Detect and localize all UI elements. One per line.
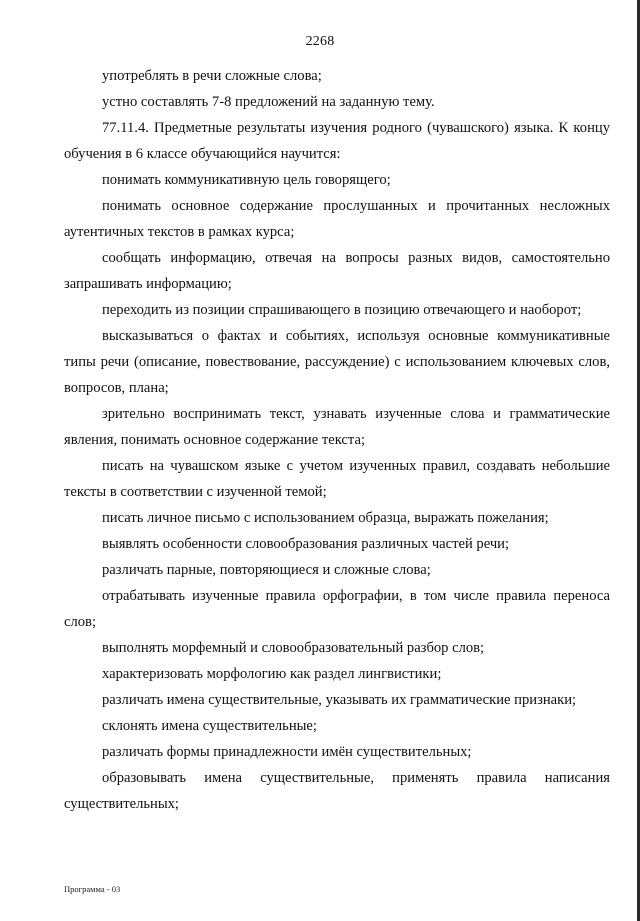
- paragraph: характеризовать морфологию как раздел лингвистики;: [102, 666, 442, 682]
- paragraph: понимать коммуникативную цель говорящего;: [102, 172, 391, 188]
- paragraph: зрительно воспринимать текст, узнавать изученные слова и грамматические явления, понимать основное содержание текста;: [64, 406, 610, 448]
- paragraph: употреблять в речи сложные слова;: [102, 68, 322, 84]
- paragraph: выявлять особенности словообразования различных частей речи;: [102, 536, 510, 552]
- paragraph: отрабатывать изученные правила орфографии, в том числе правила переноса слов;: [64, 588, 610, 630]
- paragraph: писать на чувашском языке с учетом изученных правил, создавать небольшие тексты в соответствии с изученной темой;: [64, 458, 610, 500]
- paragraph: различать формы принадлежности имён существительных;: [102, 744, 472, 760]
- paragraph: различать парные, повторяющиеся и сложные слова;: [102, 562, 431, 578]
- page-number: 2268: [305, 34, 335, 49]
- paragraph: понимать основное содержание прослушанных и прочитанных несложных аутентичных текстов в рамках курса;: [64, 198, 610, 240]
- paragraph: высказываться о фактах и событиях, используя основные коммуникативные типы речи (описание, повествование, рассуждение) с использованием ключевых слов, вопросов, плана;: [64, 328, 610, 396]
- paragraph: писать личное письмо с использованием образца, выражать пожелания;: [102, 510, 549, 526]
- body-text: [64, 63, 610, 817]
- paragraph: устно составлять 7-8 предложений на заданную тему.: [102, 94, 435, 110]
- footer-label: Программа - 03: [64, 884, 121, 894]
- paragraph: переходить из позиции спрашивающего в позицию отвечающего и наоборот;: [102, 302, 582, 318]
- paragraph: образовывать имена существительные, применять правила написания существительных;: [64, 770, 610, 812]
- paragraph: сообщать информацию, отвечая на вопросы разных видов, самостоятельно запрашивать информацию;: [64, 250, 610, 292]
- paragraph: различать имена существительные, указывать их грамматические признаки;: [102, 692, 577, 708]
- section-heading-paragraph: 77.11.4. Предметные результаты изучения родного (чувашского) языка. К концу обучения в 6 классе обучающийся научится:: [64, 120, 610, 162]
- paragraph: выполнять морфемный и словообразовательный разбор слов;: [102, 640, 485, 656]
- paragraph: склонять имена существительные;: [102, 718, 317, 734]
